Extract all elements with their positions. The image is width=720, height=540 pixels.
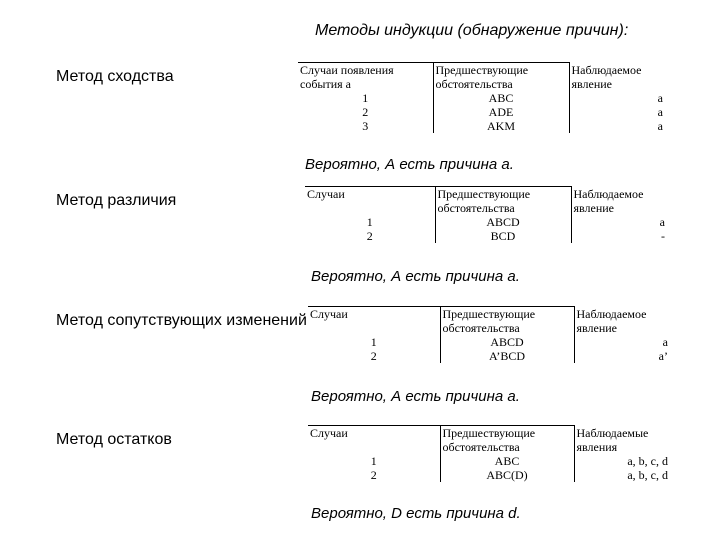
- header-phenomenon: Наблюдаемое явление: [573, 186, 644, 215]
- conclusion-difference: Вероятно, А есть причина а.: [311, 268, 520, 285]
- method-label-concomitant: Метод сопутствующих изменений: [56, 312, 307, 329]
- cell-circumstances: ADE: [433, 105, 569, 119]
- method-label-difference: Метод различия: [56, 192, 177, 209]
- header-cases: Случаи появления события a: [298, 63, 433, 92]
- table-row: [308, 468, 674, 482]
- residues-table: [308, 425, 674, 482]
- cell-case: 1: [298, 91, 433, 105]
- cell-case: 2: [298, 105, 433, 119]
- conclusion-residues: Вероятно, D есть причина d.: [311, 505, 521, 522]
- table-row: [305, 229, 671, 243]
- cell-phenomenon: a: [659, 215, 665, 229]
- cell-phenomenon: a: [657, 105, 663, 119]
- cell-circumstances: ABC(D): [440, 468, 574, 482]
- cell-phenomenon: a: [657, 91, 663, 105]
- cell-phenomenon: a, b, c, d: [627, 468, 668, 482]
- cell-case: 2: [308, 349, 440, 363]
- header-circumstances: Предшествующие обстоятельства: [433, 63, 569, 92]
- header-circumstances: Предшествующие обстоятельства: [435, 187, 571, 216]
- cell-circumstances: BCD: [435, 229, 571, 243]
- cell-phenomenon: a’: [658, 349, 668, 363]
- header-phenomenon: Наблюдаемое явление: [571, 62, 642, 91]
- difference-table: [305, 186, 671, 243]
- cell-case: 2: [308, 468, 440, 482]
- table-row: [308, 349, 674, 363]
- table-row: [305, 215, 671, 229]
- cell-phenomenon: a: [662, 335, 668, 349]
- cell-circumstances: ABCD: [440, 335, 574, 349]
- cell-circumstances: AKM: [433, 119, 569, 133]
- table-row: [298, 119, 669, 133]
- header-circumstances: Предшествующие обстоятельства: [440, 307, 574, 336]
- cell-circumstances: ABC: [440, 454, 574, 468]
- header-circumstances: Предшествующие обстоятельства: [440, 426, 574, 455]
- table-row: [298, 91, 669, 105]
- cell-circumstances: ABCD: [435, 215, 571, 229]
- conclusion-concomitant: Вероятно, А есть причина а.: [311, 388, 520, 405]
- cell-case: 2: [305, 229, 435, 243]
- concomitant-table: [308, 306, 674, 363]
- cell-phenomenon: a, b, c, d: [627, 454, 668, 468]
- cell-case: 1: [305, 215, 435, 229]
- conclusion-agreement: Вероятно, А есть причина а.: [305, 156, 514, 173]
- cell-phenomenon: a: [657, 119, 663, 133]
- method-label-residues: Метод остатков: [56, 431, 172, 448]
- header-cases: Случаи: [305, 187, 435, 216]
- header-cases: Случаи: [308, 307, 440, 336]
- cell-phenomenon: -: [661, 229, 665, 243]
- agreement-table: [298, 62, 669, 133]
- header-phenomenon: Наблюдаемое явление: [576, 306, 647, 335]
- header-cases: Случаи: [308, 426, 440, 455]
- cell-circumstances: ABC: [433, 91, 569, 105]
- header-phenomenon: Наблюдаемые явления: [576, 425, 649, 454]
- cell-case: 1: [308, 335, 440, 349]
- table-row: [298, 105, 669, 119]
- table-row: [308, 454, 674, 468]
- method-label-agreement: Метод сходства: [56, 68, 174, 85]
- cell-case: 3: [298, 119, 433, 133]
- cell-circumstances: A’BCD: [440, 349, 574, 363]
- table-row: [308, 335, 674, 349]
- page-title: Методы индукции (обнаружение причин):: [315, 22, 629, 39]
- cell-case: 1: [308, 454, 440, 468]
